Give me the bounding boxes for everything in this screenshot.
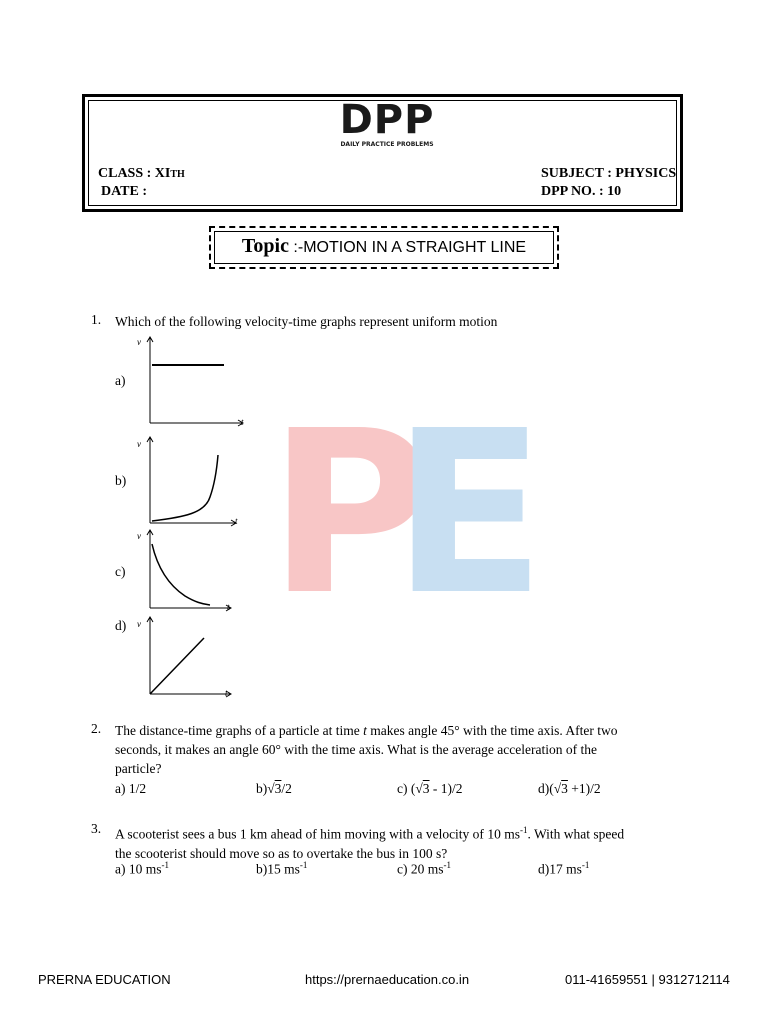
- graph-a: [130, 335, 250, 430]
- dpp-logo: [334, 99, 440, 149]
- logo-subtitle: DAILY PRACTICE PROBLEMS: [340, 141, 434, 148]
- topic-box: [209, 226, 559, 269]
- footer-phone-numbers: 011-41659551 | 9312712114: [565, 972, 730, 987]
- graph-b: [130, 435, 250, 530]
- watermark-p: P: [268, 383, 433, 645]
- y-axis-label: v: [137, 337, 141, 347]
- graph-c: [130, 528, 250, 613]
- topic-title: MOTION IN A STRAIGHT LINE: [303, 239, 527, 256]
- option-a: a) 1/2: [115, 781, 147, 796]
- subject-label: SUBJECT : PHYSICS: [541, 166, 677, 181]
- class-label: CLASS : XITH: [98, 166, 185, 181]
- date-label: DATE :: [101, 184, 148, 199]
- option-c: c) 20 $ms^{-1}$: [397, 860, 451, 877]
- question-number: 2.: [91, 721, 102, 736]
- question-text: Which of the following velocity-time graphs represent uniform motion: [115, 314, 498, 329]
- topic-label: Topic: [241, 235, 289, 257]
- question-text: A scooterist sees a bus 1 km ahead of him moving with a velocity of 10 $ms^{-1}$. With what speed the scooterist should move so as to overtake the bus in 100 s?: [115, 825, 625, 861]
- option-a: a) 10 $ms^{-1}$: [115, 860, 169, 877]
- graph-d: [130, 615, 250, 700]
- option-label: a): [115, 373, 126, 388]
- option-b: b)15 $ms^{-1}$: [256, 860, 308, 877]
- footer-website-link[interactable]: https://prernaeducation.co.in: [305, 972, 470, 987]
- y-axis-label: v: [137, 531, 141, 541]
- option-d: d)(√3 +1)/2: [538, 781, 601, 796]
- question-number: 1.: [91, 312, 102, 327]
- dpp-number-label: DPP NO. : 10: [541, 184, 622, 199]
- option-d: d)17 $ms^{-1}$: [538, 860, 590, 877]
- logo-text: DPP: [339, 97, 435, 143]
- y-axis-label: v: [137, 619, 141, 629]
- option-b: b)√3/2: [256, 781, 292, 796]
- option-label: b): [115, 473, 127, 488]
- x-axis-label: t: [235, 516, 238, 526]
- watermark-e: E: [392, 383, 546, 645]
- option-c: c) (√3 - 1)/2: [397, 781, 463, 796]
- x-axis-label: t: [227, 602, 230, 612]
- option-label: c): [115, 564, 126, 579]
- question-text: The distance-time graphs of a particle at time t makes angle 45° with the time axis. After two seconds, it makes an angle 60° with the time axis. What is the average acceleration of the particle?: [115, 723, 618, 776]
- footer-organization: PRERNA EDUCATION: [38, 972, 171, 987]
- x-axis-label: t: [241, 417, 244, 427]
- topic-separator: :-: [288, 239, 304, 256]
- y-axis-label: v: [137, 439, 141, 449]
- option-label: d): [115, 618, 127, 633]
- question-number: 3.: [91, 821, 102, 836]
- x-axis-label: t: [225, 688, 228, 698]
